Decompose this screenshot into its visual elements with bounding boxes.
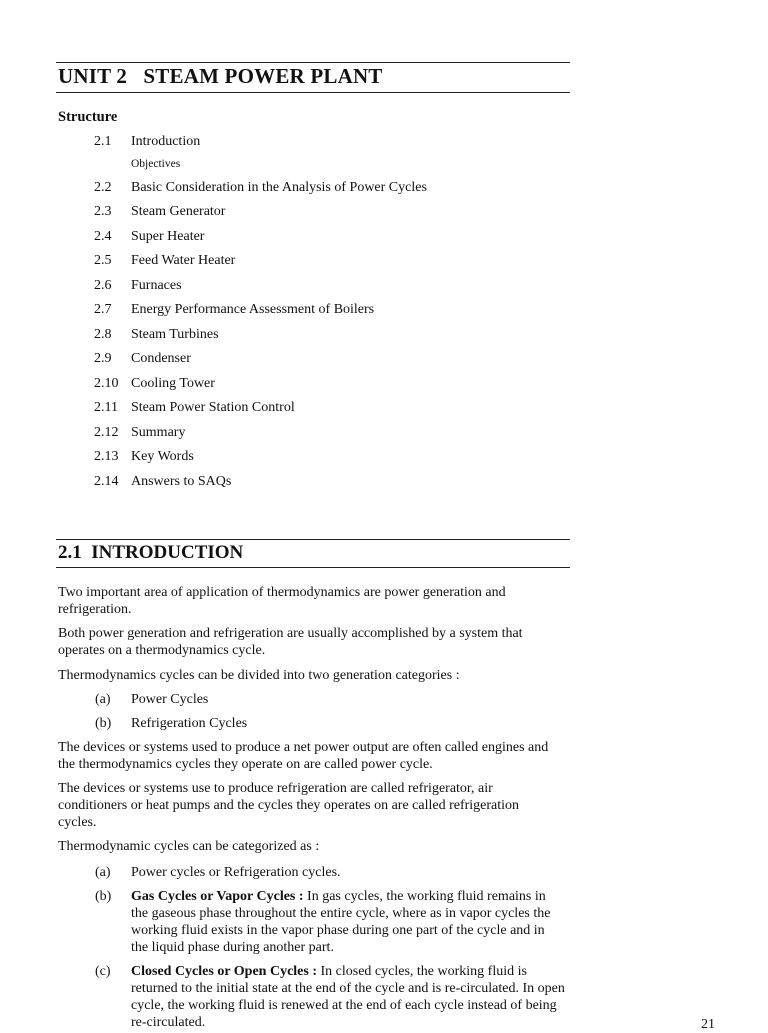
toc-item <box>94 351 191 367</box>
toc-number: 2.11 <box>94 400 118 415</box>
list-label: (c) <box>95 964 111 979</box>
toc-number: 2.5 <box>94 253 112 268</box>
list-label: (b) <box>95 889 112 904</box>
toc-title: Super Heater <box>131 229 205 244</box>
toc-item <box>94 302 374 318</box>
list-text <box>131 888 565 956</box>
list-term: Gas Cycles or Vapor Cycles : <box>131 889 304 904</box>
toc-number: 2.10 <box>94 376 119 391</box>
list-description: In closed cycles, the working fluid is returned to the initial state at the end of the cycle and is re-circulated. In open cycle, the working fluid is renewed at the end of each cycle instead of being re-circulated. <box>131 964 565 1030</box>
title-top-rule <box>56 62 570 63</box>
toc-title: Introduction <box>131 134 201 149</box>
toc-number: 2.14 <box>94 474 119 489</box>
paragraph: Two important area of application of thermodynamics are power generation and refrigeration. <box>58 585 506 617</box>
list-description: Power cycles or Refrigeration cycles. <box>131 865 341 880</box>
paragraph: Both power generation and refrigeration are usually accomplished by a system that operates on a thermodynamics cycle. <box>58 626 523 658</box>
toc-item <box>94 253 235 269</box>
toc-item <box>94 327 219 343</box>
toc-title: Key Words <box>131 449 194 464</box>
toc-title: Answers to SAQs <box>131 474 232 489</box>
list-label: (a) <box>95 692 111 707</box>
list-text: Power Cycles <box>131 692 209 707</box>
list-label: (b) <box>95 716 112 731</box>
toc-subitem: Objectives <box>131 158 181 170</box>
toc-title: Steam Turbines <box>131 327 219 342</box>
list-label: (a) <box>95 865 111 880</box>
toc-number: 2.8 <box>94 327 112 342</box>
toc-number: 2.4 <box>94 229 112 244</box>
list-text <box>131 963 565 1031</box>
section-heading: 2.1 INTRODUCTION <box>58 542 244 563</box>
section-bottom-rule <box>56 567 570 568</box>
paragraph: Thermodynamic cycles can be categorized as : <box>58 839 320 854</box>
toc-title: Steam Power Station Control <box>131 400 295 415</box>
page-number: 21 <box>701 1017 715 1032</box>
paragraph: The devices or systems use to produce refrigeration are called refrigerator, air conditioners or heat pumps and the cycles they operates on are called refrigeration cycles. <box>58 781 520 830</box>
list-text: Refrigeration Cycles <box>131 716 248 731</box>
toc-number: 2.6 <box>94 278 112 293</box>
toc-number: 2.12 <box>94 425 119 440</box>
list-text <box>131 864 565 881</box>
toc-item <box>94 474 231 490</box>
toc-number: 2.1 <box>94 134 112 149</box>
toc-number: 2.2 <box>94 180 112 195</box>
toc-item <box>94 425 185 441</box>
toc-item <box>94 278 182 294</box>
toc-number: 2.3 <box>94 204 112 219</box>
toc-item <box>94 376 215 392</box>
structure-heading: Structure <box>58 109 118 125</box>
toc-title: Basic Consideration in the Analysis of Power Cycles <box>131 180 427 195</box>
unit-title: UNIT 2 STEAM POWER PLANT <box>58 64 383 88</box>
toc-item <box>94 449 194 465</box>
toc-item <box>94 180 427 196</box>
paragraph: Thermodynamics cycles can be divided into two generation categories : <box>58 668 460 683</box>
toc-item <box>94 134 200 150</box>
toc-title: Feed Water Heater <box>131 253 236 268</box>
section-top-rule <box>56 539 570 540</box>
list-term: Closed Cycles or Open Cycles : <box>131 964 317 979</box>
toc-number: 2.13 <box>94 449 119 464</box>
toc-item <box>94 400 295 416</box>
toc-title: Summary <box>131 425 186 440</box>
toc-title: Energy Performance Assessment of Boilers <box>131 302 375 317</box>
title-bottom-rule <box>56 92 570 93</box>
toc-number: 2.9 <box>94 351 112 366</box>
toc-title: Cooling Tower <box>131 376 215 391</box>
toc-number: 2.7 <box>94 302 112 317</box>
toc-title: Steam Generator <box>131 204 226 219</box>
toc-item <box>94 204 225 220</box>
list-description: In gas cycles, the working fluid remains in the gaseous phase throughout the entire cycle, where as in vapor cycles the working fluid exists in the vapor phase during one part of the cycle and in the liquid phase during another part. <box>131 889 551 955</box>
paragraph: The devices or systems used to produce a net power output are often called engines and the thermodynamics cycles they operate on are called power cycle. <box>58 740 549 772</box>
toc-item <box>94 229 204 245</box>
toc-title: Furnaces <box>131 278 182 293</box>
toc-title: Condenser <box>131 351 191 366</box>
